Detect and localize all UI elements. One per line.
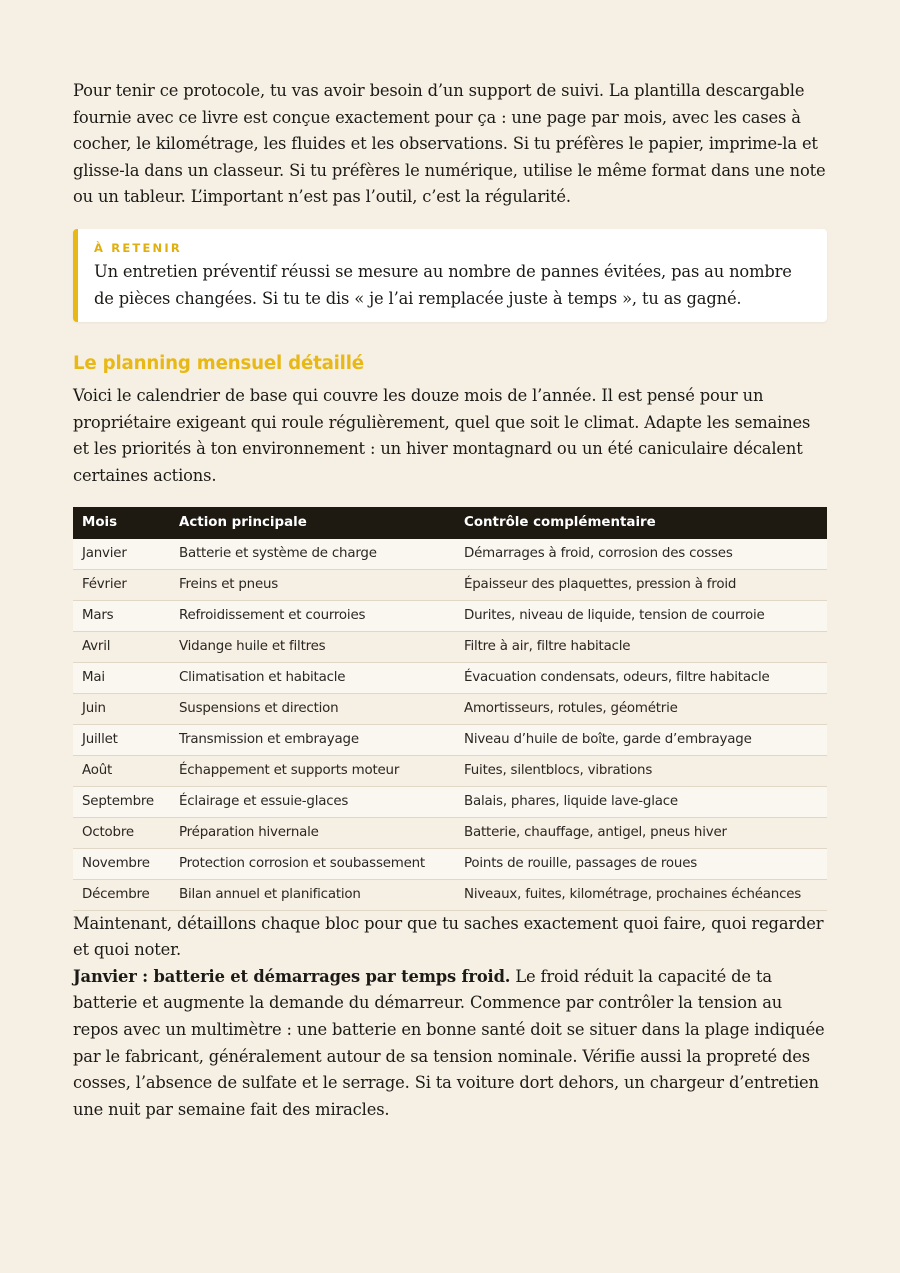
cell-month: Octobre	[73, 817, 170, 848]
cell-additional-check: Batterie, chauffage, antigel, pneus hiver	[455, 817, 827, 848]
cell-additional-check: Fuites, silentblocs, vibrations	[455, 755, 827, 786]
cell-additional-check: Niveaux, fuites, kilométrage, prochaines échéances	[455, 879, 827, 910]
table-row	[73, 569, 827, 600]
header-month: Mois	[73, 507, 170, 539]
table-row	[73, 879, 827, 910]
callout-text: Un entretien préventif réussi se mesure au nombre de pannes évitées, pas au nombre de pièces changées. Si tu te dis « je l’ai remplacée juste à temps », tu as gagné.	[94, 261, 792, 308]
header-additional-check: Contrôle complémentaire	[455, 507, 827, 539]
table-row	[73, 662, 827, 693]
cell-month: Juillet	[73, 724, 170, 755]
cell-main-action: Éclairage et essuie-glaces	[170, 786, 455, 817]
header-main-action: Action principale	[170, 507, 455, 539]
cell-main-action: Échappement et supports moteur	[170, 755, 455, 786]
cell-main-action: Vidange huile et filtres	[170, 631, 455, 662]
cell-main-action: Préparation hivernale	[170, 817, 455, 848]
table-header-row	[73, 507, 827, 539]
table-row	[73, 848, 827, 879]
cell-additional-check: Filtre à air, filtre habitacle	[455, 631, 827, 662]
key-takeaway-callout	[73, 229, 827, 322]
cell-month: Mai	[73, 662, 170, 693]
table-row	[73, 631, 827, 662]
cell-additional-check: Points de rouille, passages de roues	[455, 848, 827, 879]
cell-month: Janvier	[73, 539, 170, 570]
section-title: Le planning mensuel détaillé	[73, 353, 364, 375]
cell-additional-check: Niveau d’huile de boîte, garde d’embrayage	[455, 724, 827, 755]
january-paragraph	[73, 964, 827, 1124]
table-row	[73, 817, 827, 848]
table-row	[73, 539, 827, 570]
cell-main-action: Freins et pneus	[170, 569, 455, 600]
cell-main-action: Suspensions et direction	[170, 693, 455, 724]
cell-month: Juin	[73, 693, 170, 724]
cell-main-action: Climatisation et habitacle	[170, 662, 455, 693]
intro-paragraph: Pour tenir ce protocole, tu vas avoir besoin d’un support de suivi. La plantilla descargable fournie avec ce livre est conçue exactement pour ça : une page par mois, avec les cases à cocher, le kilométrage, les fluides et les observations. Si tu préfères le papier, imprime-la et glisse-la dans un classeur. Si tu préfères le numérique, utilise le même format dans une note ou un tableur. L’important n’est pas l’outil, c’est la régularité.	[73, 81, 826, 207]
cell-month: Novembre	[73, 848, 170, 879]
cell-additional-check: Démarrages à froid, corrosion des cosses	[455, 539, 827, 570]
table-row	[73, 755, 827, 786]
table-row	[73, 693, 827, 724]
cell-main-action: Transmission et embrayage	[170, 724, 455, 755]
january-lead: Janvier : batterie et démarrages par temps froid.	[73, 966, 511, 986]
cell-month: Février	[73, 569, 170, 600]
cell-additional-check: Amortisseurs, rotules, géométrie	[455, 693, 827, 724]
cell-month: Août	[73, 755, 170, 786]
callout-label: À RETENIR	[94, 240, 182, 255]
cell-additional-check: Évacuation condensats, odeurs, filtre habitacle	[455, 662, 827, 693]
cell-additional-check: Balais, phares, liquide lave-glace	[455, 786, 827, 817]
table-row	[73, 600, 827, 631]
table-row	[73, 786, 827, 817]
cell-month: Septembre	[73, 786, 170, 817]
cell-additional-check: Épaisseur des plaquettes, pression à froid	[455, 569, 827, 600]
cell-main-action: Refroidissement et courroies	[170, 600, 455, 631]
cell-main-action: Bilan annuel et planification	[170, 879, 455, 910]
cell-month: Mars	[73, 600, 170, 631]
cell-month: Décembre	[73, 879, 170, 910]
january-text: Le froid réduit la capacité de ta batterie et augmente la demande du démarreur. Commence par contrôler la tension au repos avec un multimètre : une batterie en bonne santé doit se situer dans la plage indiquée par le fabricant, généralement autour de sa tension nominale. Vérifie aussi la propreté des cosses, l’absence de sulfate et le serrage. Si ta voiture dort dehors, un chargeur d’entretien une nuit par semaine fait des miracles.	[73, 966, 825, 1119]
section-intro: Voici le calendrier de base qui couvre les douze mois de l’année. Il est pensé pour un propriétaire exigeant qui roule régulièrement, quel que soit le climat. Adapte les semaines et les priorités à ton environnement : un hiver montagnard ou un été caniculaire décalent certaines actions.	[73, 386, 811, 485]
cell-month: Avril	[73, 631, 170, 662]
monthly-planning-table	[73, 507, 827, 911]
table-row	[73, 724, 827, 755]
table-body	[73, 539, 827, 911]
after-table-paragraph: Maintenant, détaillons chaque bloc pour que tu saches exactement quoi faire, quoi regarder et quoi noter.	[73, 913, 824, 960]
cell-main-action: Protection corrosion et soubassement	[170, 848, 455, 879]
cell-main-action: Batterie et système de charge	[170, 539, 455, 570]
cell-additional-check: Durites, niveau de liquide, tension de courroie	[455, 600, 827, 631]
